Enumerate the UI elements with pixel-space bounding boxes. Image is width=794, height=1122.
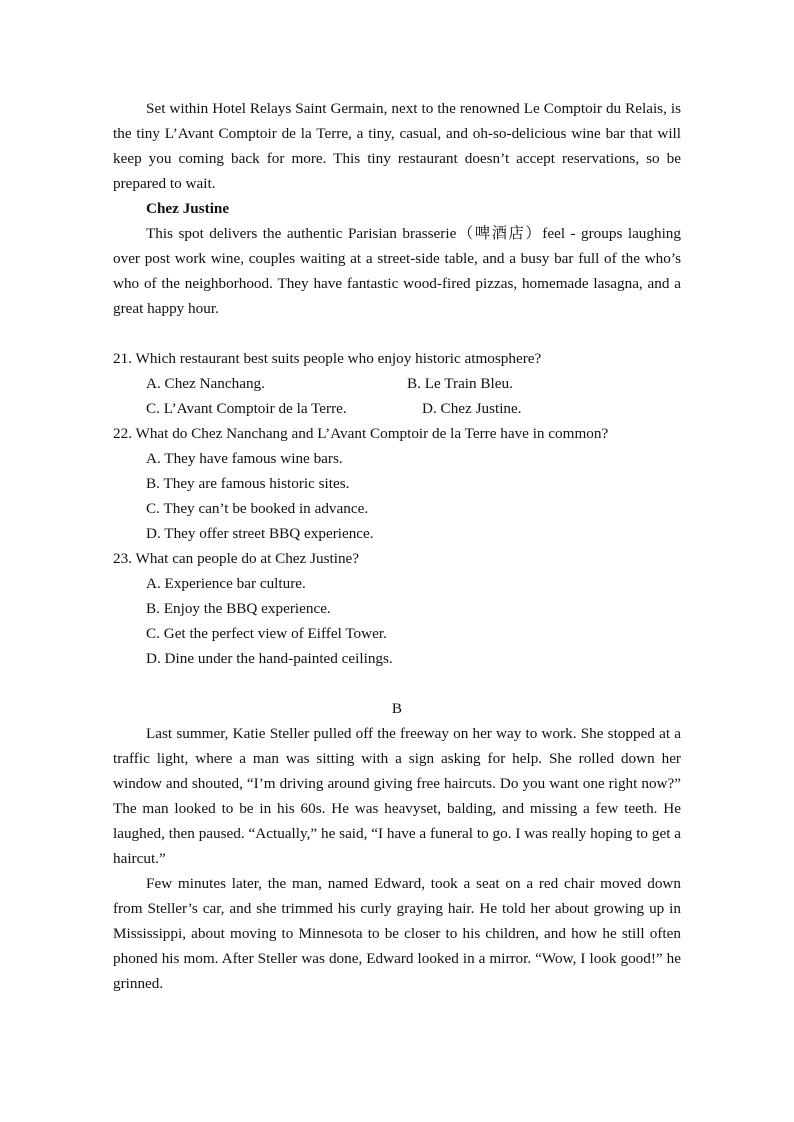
option-a: A. Chez Nanchang.	[146, 375, 265, 392]
passage-a-paragraph-1: Set within Hotel Relays Saint Germain, next to the renowned Le Comptoir du Relais, is the tiny L’Avant Comptoir de la Terre, a tiny, casual, and oh-so-delicious wine bar that will keep you coming back for more. This tiny restaurant doesn’t accept reservations, so be prepared to wait.	[113, 100, 681, 192]
question-stem: 21. Which restaurant best suits people who enjoy historic atmosphere?	[113, 350, 542, 367]
option-d: D. Chez Justine.	[422, 400, 522, 417]
option-b: B. Le Train Bleu.	[407, 375, 513, 392]
question-21	[113, 346, 681, 421]
question-22	[113, 421, 681, 546]
question-stem: 23. What can people do at Chez Justine?	[113, 550, 360, 567]
option-b: B. They are famous historic sites.	[146, 475, 350, 492]
passage-b-paragraph-2: Few minutes later, the man, named Edward, took a seat on a red chair moved down from Steller’s car, and she trimmed his curly graying hair. He told her about growing up in Mississippi, about moving to Minnesota to be closer to his children, and how he still often phoned his mom. After Steller was done, Edward looked in a mirror. “Wow, I look good!” he grinned.	[113, 875, 681, 992]
passage-a-paragraph-2: This spot delivers the authentic Parisian brasserie（啤酒店）feel - groups laughing over post work wine, couples waiting at a street-side table, and a busy bar full of the who’s who of the neighborhood. They have fantastic wood-fired pizzas, homemade lasagna, and a great happy hour.	[113, 225, 681, 317]
passage-b-paragraph-1: Last summer, Katie Steller pulled off the freeway on her way to work. She stopped at a traffic light, where a man was sitting with a sign asking for help. She rolled down her window and shouted, “I’m driving around giving free haircuts. Do you want one right now?” The man looked to be in his 60s. He was heavyset, balding, and missing a few teeth. He laughed, then paused. “Actually,” he said, “I have a funeral to go. I was really hoping to get a haircut.”	[113, 725, 681, 867]
section-label-b: B	[391, 700, 403, 717]
option-row	[113, 396, 681, 421]
option-c: C. They can’t be booked in advance.	[146, 500, 369, 517]
option-d: D. They offer street BBQ experience.	[146, 525, 374, 542]
question-stem: 22. What do Chez Nanchang and L’Avant Comptoir de la Terre have in common?	[113, 425, 609, 442]
question-23	[113, 546, 681, 671]
option-row	[113, 371, 681, 396]
blank-line	[113, 321, 681, 346]
option-a: A. Experience bar culture.	[146, 575, 306, 592]
blank-line	[113, 671, 681, 696]
option-d: D. Dine under the hand-painted ceilings.	[146, 650, 393, 667]
option-c: C. Get the perfect view of Eiffel Tower.	[146, 625, 387, 642]
document-page	[113, 96, 681, 996]
restaurant-heading-chez-justine: Chez Justine	[146, 200, 230, 217]
option-b: B. Enjoy the BBQ experience.	[146, 600, 331, 617]
option-c: C. L’Avant Comptoir de la Terre.	[146, 400, 347, 417]
option-a: A. They have famous wine bars.	[146, 450, 343, 467]
